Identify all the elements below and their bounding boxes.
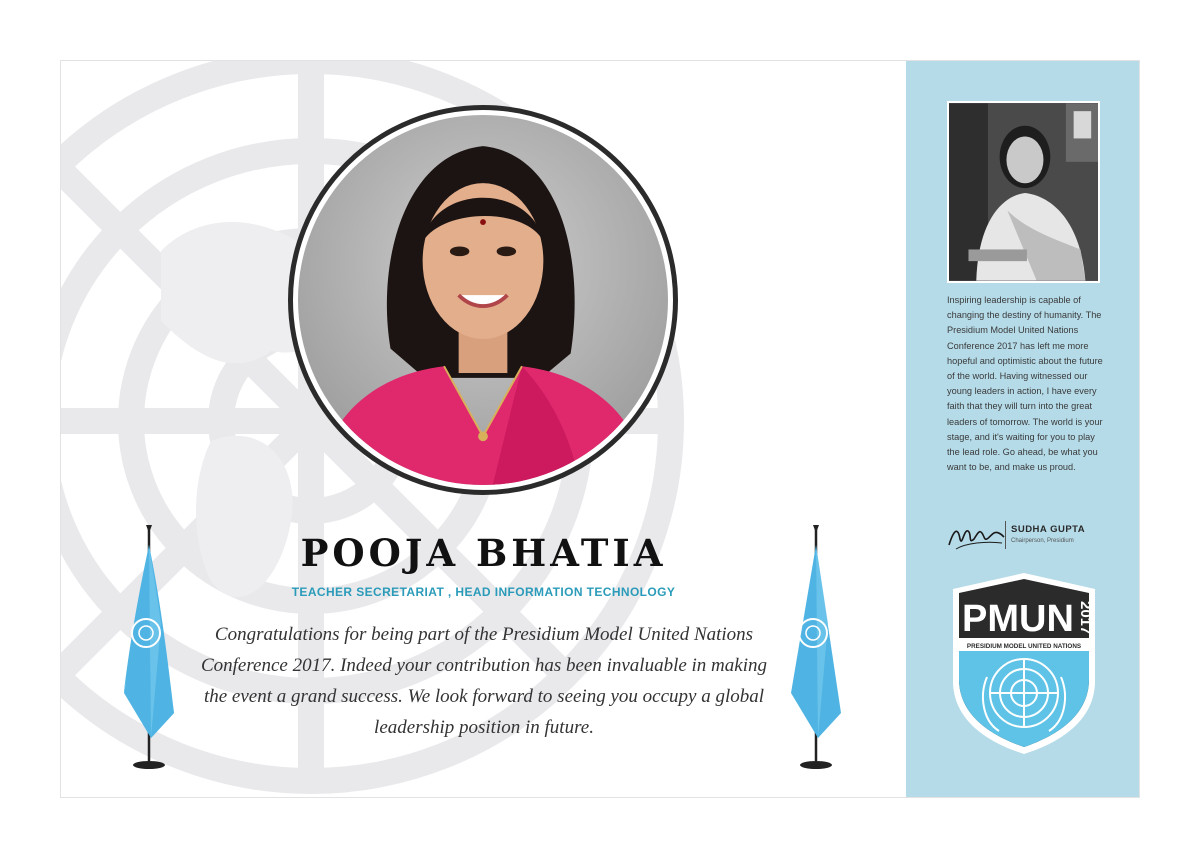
side-panel [906,61,1140,798]
congratulation-message: Congratulations for being part of the Presidium Model United Nations Conference 2017. Indeed your contribution has been invaluable in making the event a grand success. We look forward to seeing you occupy a global leadership position in future. [200,624,767,738]
portrait-photo [288,105,678,495]
chairperson-photo [947,101,1100,283]
signature-divider [1005,521,1006,549]
un-flag-icon [783,523,853,773]
signatory-title: Chairperson, Presidium [1011,538,1074,544]
badge-subtitle: PRESIDIUM MODEL UNITED NATIONS [966,643,1082,650]
un-flag-icon [116,523,186,773]
certificate [60,60,1140,798]
badge-brand: PMUN [962,598,1074,640]
signatory-name: SUDHA GUPTA [1011,524,1086,535]
chairperson-quote: Inspiring leadership is capable of changing the destiny of humanity. The Presidium Model United Nations Conference 2017 has left me more hopeful and optimistic about the future of the world. Having witnessed our young leaders in action, I have every faith that they will turn into the great leaders of tomorrow. The world is your stage, and it's waiting for you to play the lead role. Go ahead, be what you want to be, and make us proud. [947,295,1103,473]
chairperson-image [949,103,1098,281]
recipient-role: TEACHER SECRETARIAT , HEAD INFORMATION TECHNOLOGY [291,585,676,599]
recipient-name: POOJA BHATIA [300,531,667,575]
pmun-badge-icon [949,571,1099,756]
signature-icon [946,519,1006,553]
badge-year: 2017 [1077,601,1094,635]
portrait-image [298,115,668,485]
